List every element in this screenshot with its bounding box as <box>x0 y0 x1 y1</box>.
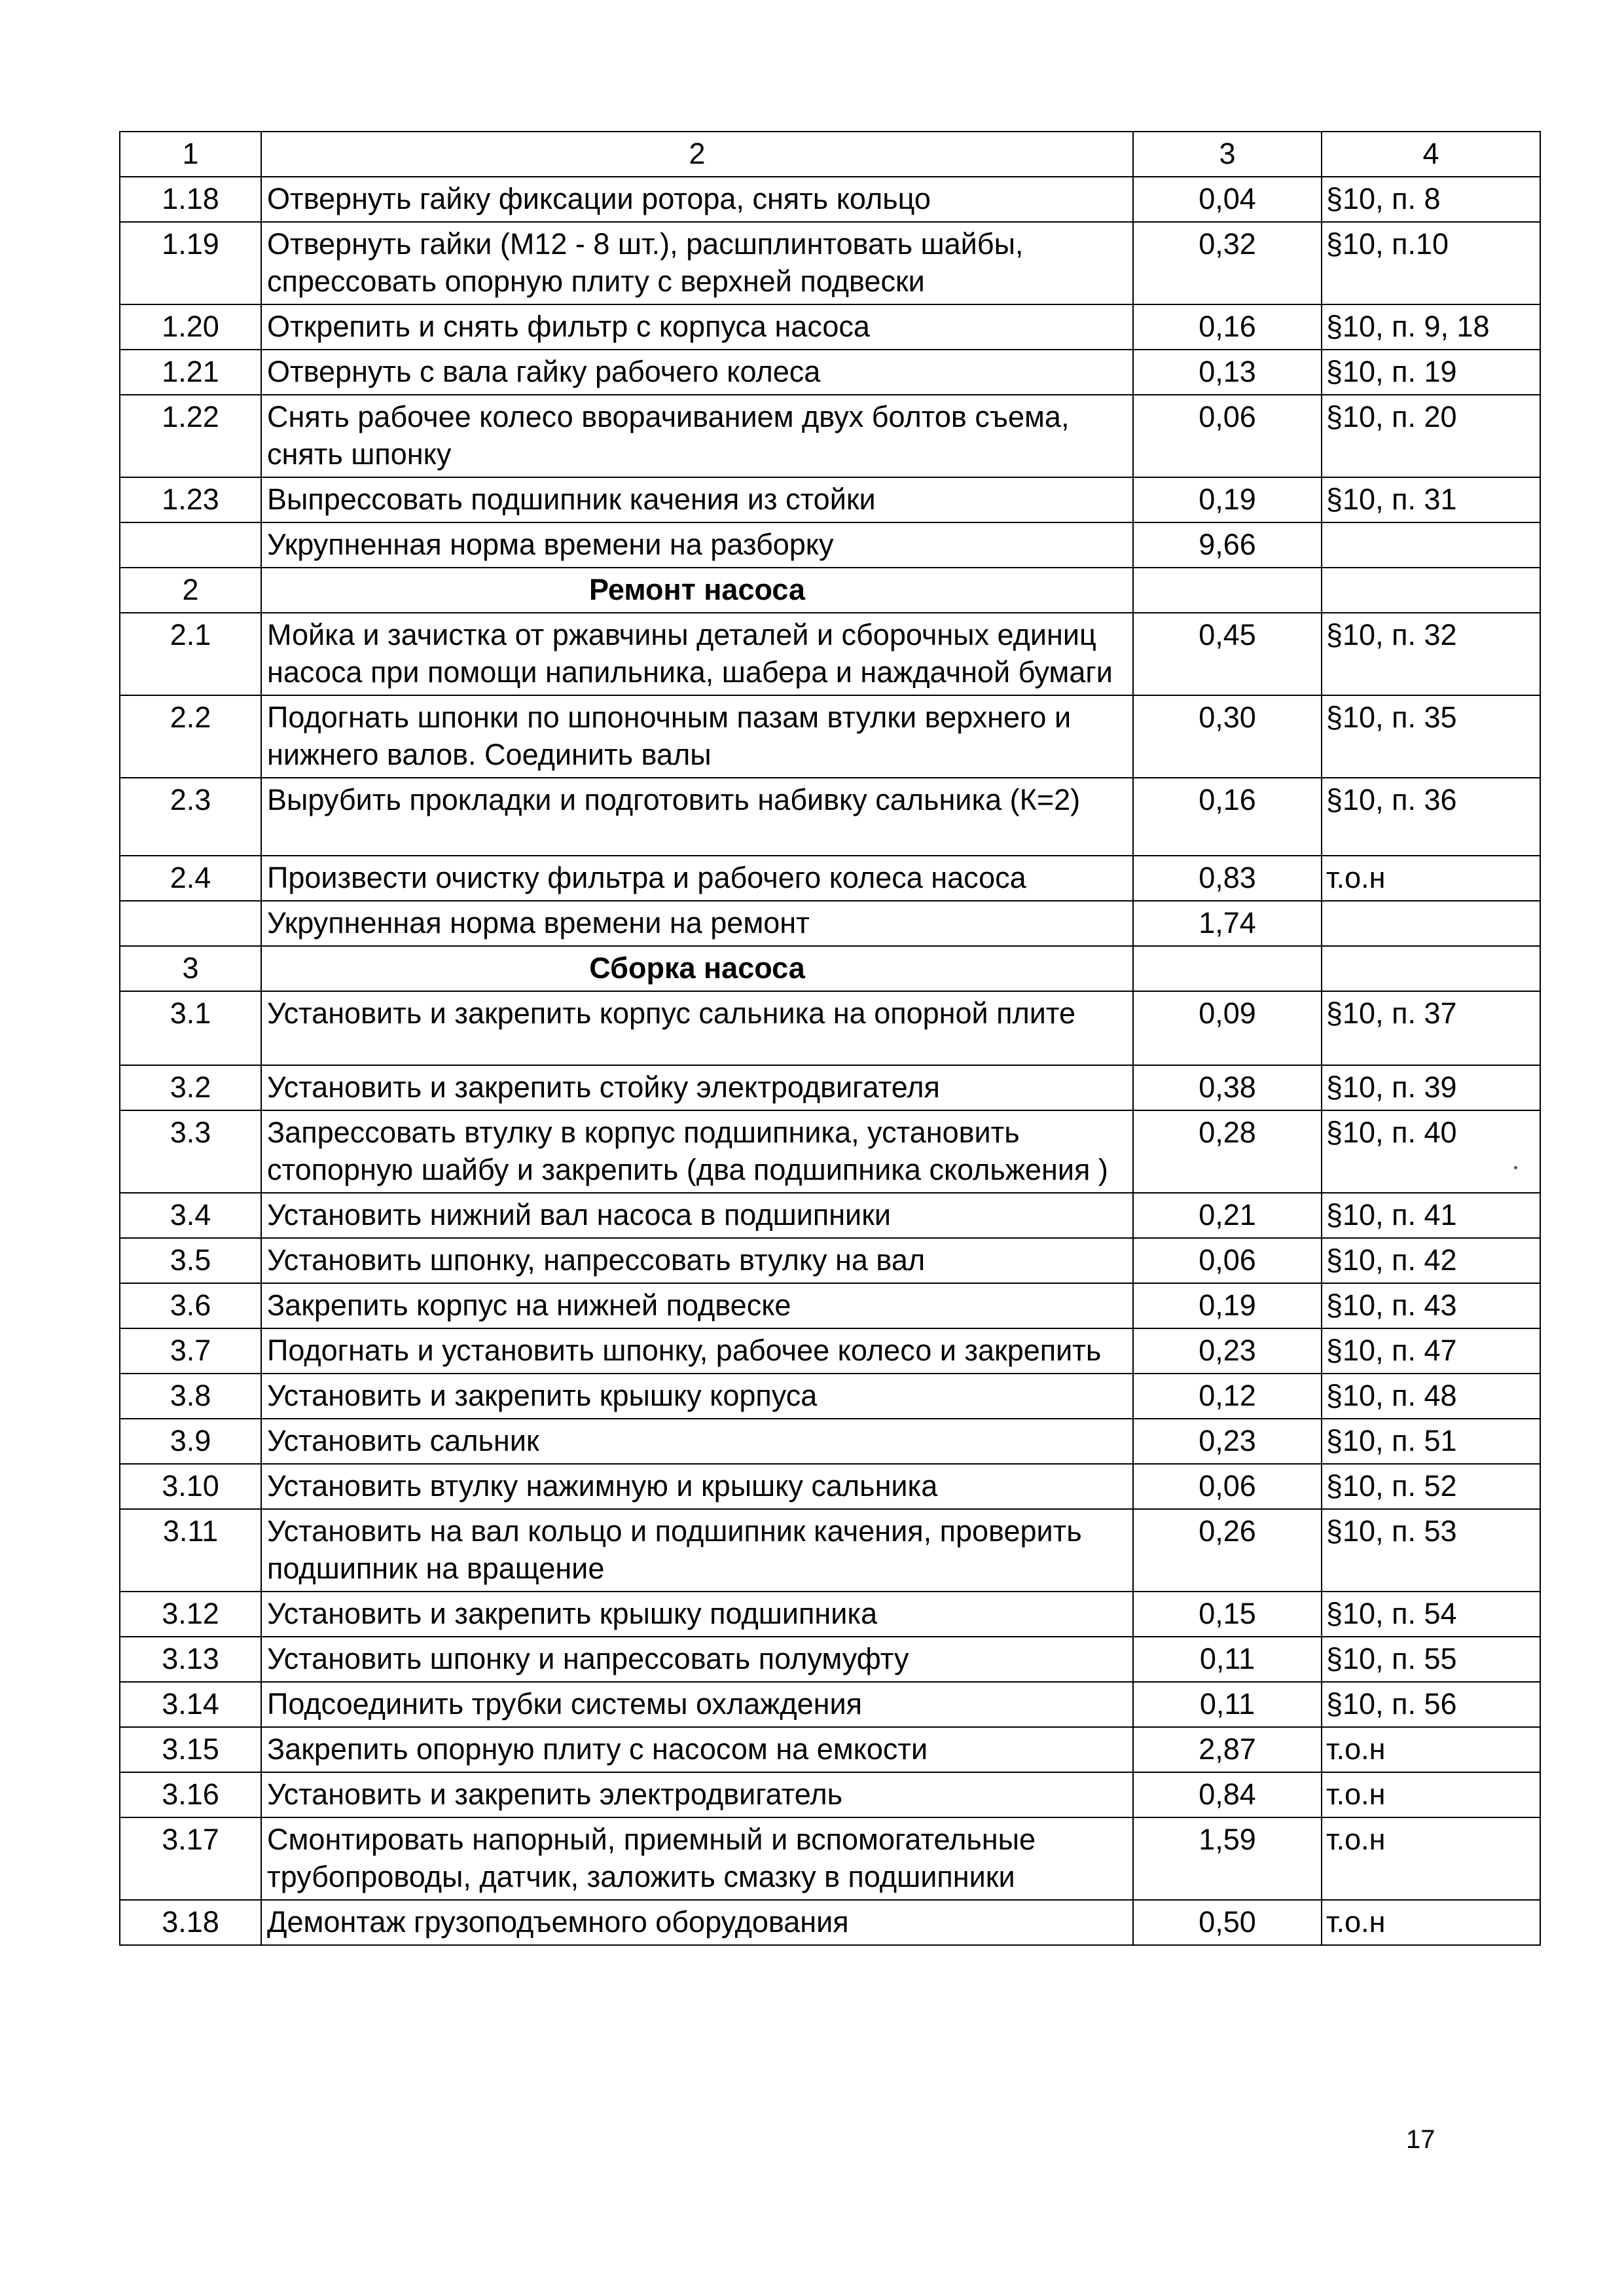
row-number: 1.20 <box>120 304 261 350</box>
row-number: 2.1 <box>120 613 261 695</box>
operation-text: Подогнать и установить шпонку, рабочее колесо и закрепить <box>261 1328 1133 1374</box>
row-number: 1.19 <box>120 222 261 304</box>
operation-text: Демонтаж грузоподъемного оборудования <box>261 1900 1133 1945</box>
reference: §10, п. 54 <box>1322 1592 1540 1637</box>
reference: §10, п. 9, 18 <box>1322 304 1540 350</box>
table-row <box>120 477 1540 522</box>
reference: §10, п. 48 <box>1322 1374 1540 1419</box>
operation-text: Установить и закрепить крышку подшипника <box>261 1592 1133 1637</box>
operation-text: Установить нижний вал насоса в подшипники <box>261 1193 1133 1238</box>
scan-speck <box>1514 1166 1517 1169</box>
time-norm: 0,12 <box>1133 1374 1322 1419</box>
row-number: 3.2 <box>120 1065 261 1110</box>
reference: §10, п. 19 <box>1322 350 1540 395</box>
reference: §10, п. 55 <box>1322 1637 1540 1682</box>
subtotal-label: Укрупненная норма времени на разборку <box>261 522 1133 568</box>
table-row <box>120 1328 1540 1374</box>
time-norm: 0,21 <box>1133 1193 1322 1238</box>
operation-text: Установить и закрепить корпус сальника на опорной плите <box>261 991 1133 1065</box>
reference: т.о.н <box>1322 1772 1540 1817</box>
time-norm: 0,06 <box>1133 1464 1322 1509</box>
table-row <box>120 1464 1540 1509</box>
time-norm: 0,09 <box>1133 991 1322 1065</box>
time-norm: 1,59 <box>1133 1817 1322 1900</box>
operation-text: Установить и закрепить крышку корпуса <box>261 1374 1133 1419</box>
reference: §10, п. 35 <box>1322 695 1540 778</box>
time-norm: 0,19 <box>1133 1283 1322 1328</box>
table-row <box>120 350 1540 395</box>
time-norm: 0,26 <box>1133 1509 1322 1592</box>
section-number: 3 <box>120 946 261 991</box>
operation-text: Вырубить прокладки и подготовить набивку сальника (К=2) <box>261 778 1133 856</box>
row-number: 2.2 <box>120 695 261 778</box>
row-number: 3.8 <box>120 1374 261 1419</box>
row-number: 3.16 <box>120 1772 261 1817</box>
table-row <box>120 304 1540 350</box>
row-number: 3.3 <box>120 1110 261 1193</box>
time-norm: 0,11 <box>1133 1682 1322 1727</box>
page-number: 17 <box>1406 2125 1435 2154</box>
subtotal-row <box>120 901 1540 946</box>
table-row <box>120 1238 1540 1283</box>
operation-text: Открепить и снять фильтр с корпуса насоса <box>261 304 1133 350</box>
table-row <box>120 1283 1540 1328</box>
time-norm: 0,04 <box>1133 177 1322 222</box>
column-number-4: 4 <box>1322 132 1540 177</box>
time-norm: 0,19 <box>1133 477 1322 522</box>
row-number: 3.15 <box>120 1727 261 1772</box>
time-norm: 0,11 <box>1133 1637 1322 1682</box>
table-header-row <box>120 132 1540 177</box>
row-number: 3.1 <box>120 991 261 1065</box>
operation-text: Подсоединить трубки системы охлаждения <box>261 1682 1133 1727</box>
time-norm: 0,13 <box>1133 350 1322 395</box>
reference: §10, п. 37 <box>1322 991 1540 1065</box>
time-norm <box>1133 568 1322 613</box>
reference: §10, п. 8 <box>1322 177 1540 222</box>
time-norm: 0,06 <box>1133 395 1322 477</box>
row-number: 3.17 <box>120 1817 261 1900</box>
time-norm: 0,30 <box>1133 695 1322 778</box>
reference: т.о.н <box>1322 856 1540 901</box>
table-row <box>120 1509 1540 1592</box>
operation-text: Смонтировать напорный, приемный и вспомогательные трубопроводы, датчик, заложить смазку в подшипники <box>261 1817 1133 1900</box>
column-number-3: 3 <box>1133 132 1322 177</box>
table-row <box>120 177 1540 222</box>
row-number: 3.12 <box>120 1592 261 1637</box>
time-norm: 0,84 <box>1133 1772 1322 1817</box>
row-number: 3.9 <box>120 1419 261 1464</box>
table-row <box>120 1900 1540 1945</box>
row-number: 3.13 <box>120 1637 261 1682</box>
table-row <box>120 1817 1540 1900</box>
subtotal-time: 1,74 <box>1133 901 1322 946</box>
time-norm <box>1133 946 1322 991</box>
operation-text: Отвернуть гайки (М12 - 8 шт.), расшплинтовать шайбы, спрессовать опорную плиту с верхней подвески <box>261 222 1133 304</box>
row-number: 3.14 <box>120 1682 261 1727</box>
reference: §10, п. 42 <box>1322 1238 1540 1283</box>
operation-text: Закрепить опорную плиту с насосом на емкости <box>261 1727 1133 1772</box>
row-number: 3.6 <box>120 1283 261 1328</box>
reference: т.о.н <box>1322 1817 1540 1900</box>
reference: §10, п. 43 <box>1322 1283 1540 1328</box>
row-number: 1.21 <box>120 350 261 395</box>
table-row <box>120 222 1540 304</box>
operation-text: Установить на вал кольцо и подшипник качения, проверить подшипник на вращение <box>261 1509 1133 1592</box>
reference: §10, п. 52 <box>1322 1464 1540 1509</box>
row-number: 3.5 <box>120 1238 261 1283</box>
time-norm: 0,16 <box>1133 304 1322 350</box>
reference: §10, п. 32 <box>1322 613 1540 695</box>
section-number: 2 <box>120 568 261 613</box>
reference: §10, п. 39 <box>1322 1065 1540 1110</box>
section-heading-row <box>120 568 1540 613</box>
operation-text: Установить и закрепить электродвигатель <box>261 1772 1133 1817</box>
section-title: Ремонт насоса <box>261 568 1133 613</box>
section-title: Сборка насоса <box>261 946 1133 991</box>
row-number: 3.7 <box>120 1328 261 1374</box>
operation-text: Произвести очистку фильтра и рабочего колеса насоса <box>261 856 1133 901</box>
table-row <box>120 695 1540 778</box>
reference: §10, п. 36 <box>1322 778 1540 856</box>
row-number: 2.4 <box>120 856 261 901</box>
row-number: 1.18 <box>120 177 261 222</box>
reference: §10, п. 40 <box>1322 1110 1540 1193</box>
time-norm: 0,45 <box>1133 613 1322 695</box>
subtotal-row <box>120 522 1540 568</box>
table-row <box>120 1110 1540 1193</box>
row-number: 1.23 <box>120 477 261 522</box>
table-row <box>120 1592 1540 1637</box>
reference: т.о.н <box>1322 1727 1540 1772</box>
table-row <box>120 1682 1540 1727</box>
row-number <box>120 901 261 946</box>
time-norm: 2,87 <box>1133 1727 1322 1772</box>
table-row <box>120 1637 1540 1682</box>
reference <box>1322 946 1540 991</box>
row-number: 3.4 <box>120 1193 261 1238</box>
reference: §10, п. 31 <box>1322 477 1540 522</box>
reference: §10, п. 41 <box>1322 1193 1540 1238</box>
operation-text: Подогнать шпонки по шпоночным пазам втулки верхнего и нижнего валов. Соединить валы <box>261 695 1133 778</box>
row-number: 1.22 <box>120 395 261 477</box>
time-norm: 0,83 <box>1133 856 1322 901</box>
reference: т.о.н <box>1322 1900 1540 1945</box>
operation-text: Установить втулку нажимную и крышку сальника <box>261 1464 1133 1509</box>
operation-text: Закрепить корпус на нижней подвеске <box>261 1283 1133 1328</box>
table-row <box>120 613 1540 695</box>
column-number-2: 2 <box>261 132 1133 177</box>
reference <box>1322 522 1540 568</box>
labor-norms-table <box>119 131 1541 1946</box>
section-heading-row <box>120 946 1540 991</box>
table-row <box>120 1065 1540 1110</box>
reference <box>1322 568 1540 613</box>
time-norm: 0,15 <box>1133 1592 1322 1637</box>
reference: §10, п. 51 <box>1322 1419 1540 1464</box>
row-number: 3.10 <box>120 1464 261 1509</box>
reference <box>1322 901 1540 946</box>
time-norm: 0,38 <box>1133 1065 1322 1110</box>
reference: §10, п. 56 <box>1322 1682 1540 1727</box>
table-row <box>120 1419 1540 1464</box>
document-sheet <box>119 131 1540 1946</box>
table-row <box>120 1193 1540 1238</box>
time-norm: 0,32 <box>1133 222 1322 304</box>
table-row <box>120 1772 1540 1817</box>
operation-text: Выпрессовать подшипник качения из стойки <box>261 477 1133 522</box>
table-row <box>120 395 1540 477</box>
time-norm: 0,50 <box>1133 1900 1322 1945</box>
column-number-1: 1 <box>120 132 261 177</box>
operation-text: Снять рабочее колесо вворачиванием двух болтов съема, снять шпонку <box>261 395 1133 477</box>
reference: §10, п.10 <box>1322 222 1540 304</box>
reference: §10, п. 20 <box>1322 395 1540 477</box>
operation-text: Установить шпонку, напрессовать втулку на вал <box>261 1238 1133 1283</box>
table-row <box>120 1727 1540 1772</box>
operation-text: Отвернуть гайку фиксации ротора, снять кольцо <box>261 177 1133 222</box>
operation-text: Отвернуть с вала гайку рабочего колеса <box>261 350 1133 395</box>
row-number: 3.11 <box>120 1509 261 1592</box>
row-number: 3.18 <box>120 1900 261 1945</box>
operation-text: Мойка и зачистка от ржавчины деталей и сборочных единиц насоса при помощи напильника, шабера и наждачной бумаги <box>261 613 1133 695</box>
time-norm: 0,06 <box>1133 1238 1322 1283</box>
time-norm: 0,23 <box>1133 1419 1322 1464</box>
reference: §10, п. 53 <box>1322 1509 1540 1592</box>
table-row <box>120 1374 1540 1419</box>
subtotal-time: 9,66 <box>1133 522 1322 568</box>
table-row <box>120 991 1540 1065</box>
table-row <box>120 856 1540 901</box>
row-number <box>120 522 261 568</box>
row-number: 2.3 <box>120 778 261 856</box>
operation-text: Установить и закрепить стойку электродвигателя <box>261 1065 1133 1110</box>
operation-text: Запрессовать втулку в корпус подшипника, установить стопорную шайбу и закрепить (два подшипника скольжения ) <box>261 1110 1133 1193</box>
subtotal-label: Укрупненная норма времени на ремонт <box>261 901 1133 946</box>
operation-text: Установить сальник <box>261 1419 1133 1464</box>
table-row <box>120 778 1540 856</box>
time-norm: 0,16 <box>1133 778 1322 856</box>
time-norm: 0,28 <box>1133 1110 1322 1193</box>
operation-text: Установить шпонку и напрессовать полумуфту <box>261 1637 1133 1682</box>
reference: §10, п. 47 <box>1322 1328 1540 1374</box>
time-norm: 0,23 <box>1133 1328 1322 1374</box>
